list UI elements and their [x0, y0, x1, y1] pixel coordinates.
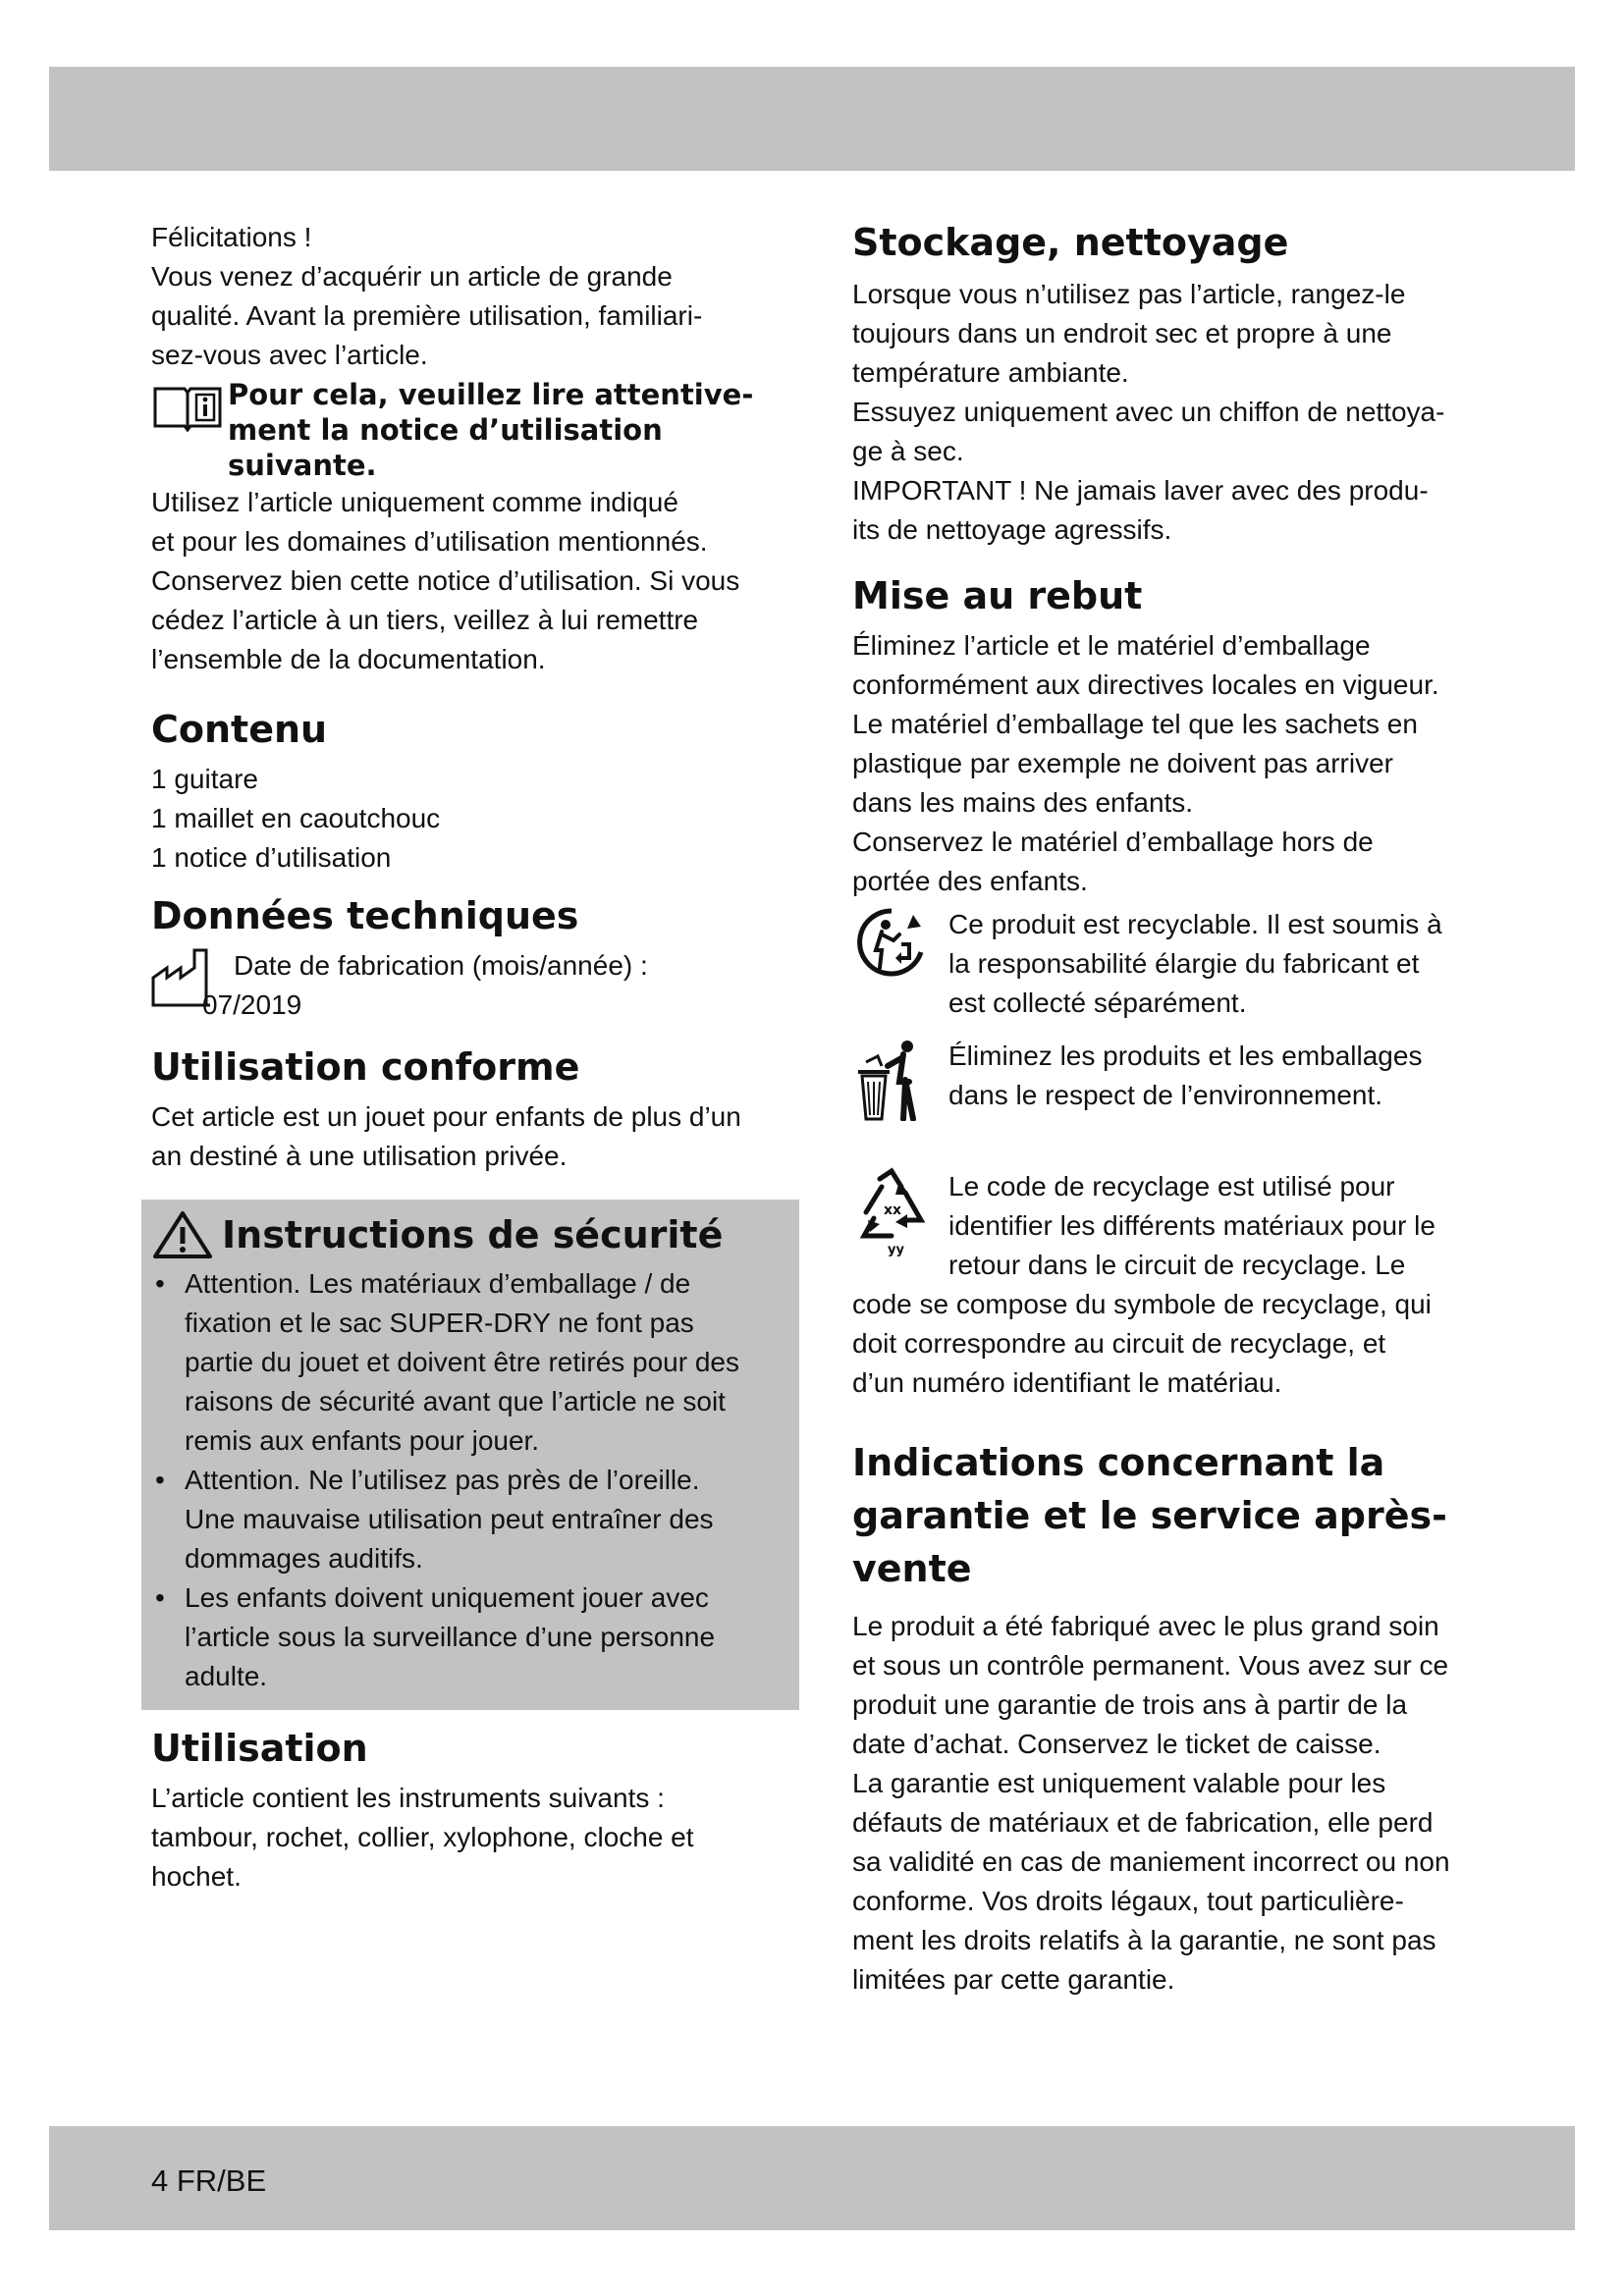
- intro-line: Vous venez d’acquérir un article de grande: [151, 261, 673, 292]
- garantie-line: date d’achat. Conservez le ticket de caisse.: [852, 1729, 1381, 1759]
- garantie-line: limitées par cette garantie.: [852, 1964, 1175, 1995]
- bullet-dot: •: [155, 1582, 165, 1613]
- stockage-line: température ambiante.: [852, 357, 1129, 388]
- safety-bullet: [151, 1264, 799, 1461]
- garantie-line: défauts de matériaux et de fabrication, elle perd: [852, 1807, 1434, 1838]
- safety-line: Les enfants doivent uniquement jouer avec: [185, 1582, 709, 1613]
- rebut-line: Conservez le matériel d’emballage hors de: [852, 827, 1374, 857]
- manufacturing-date-label: Date de fabrication (mois/année) :: [234, 950, 648, 981]
- bin-person-icon: [852, 1037, 948, 1126]
- safety-bullet: [151, 1578, 799, 1696]
- intro-section: [151, 218, 780, 679]
- safety-line: adulte.: [185, 1661, 268, 1691]
- rebut-heading: Mise au rebut: [852, 574, 1143, 617]
- stockage-line: toujours dans un endroit sec et propre à une: [852, 318, 1392, 348]
- code-line: retour dans le circuit de recyclage. Le: [948, 1250, 1406, 1280]
- recyclable-line: la responsabilité élargie du fabricant et: [948, 948, 1420, 979]
- utilisation-section: [151, 1724, 780, 1896]
- contenu-heading: Contenu: [151, 708, 328, 751]
- dispose-line: dans le respect de l’environnement.: [948, 1080, 1383, 1110]
- manual-info-icon: [151, 377, 228, 439]
- read-manual-notice: [151, 377, 780, 483]
- dispose-row: [852, 1037, 1481, 1126]
- utilisation-heading: Utilisation: [151, 1727, 368, 1770]
- donnees-section: [151, 891, 780, 1025]
- utilisation-conforme-heading: Utilisation conforme: [151, 1045, 580, 1089]
- rebut-line: portée des enfants.: [852, 866, 1088, 896]
- stockage-line: ge à sec.: [852, 436, 964, 466]
- safety-line: raisons de sécurité avant que l’article ne soit: [185, 1386, 726, 1416]
- bullet-dot: •: [155, 1268, 165, 1299]
- safety-title: Instructions de sécurité: [222, 1213, 724, 1256]
- intro-line: Conservez bien cette notice d’utilisation. Si vous: [151, 565, 740, 596]
- triman-icon: [852, 905, 948, 985]
- safety-line: Une mauvaise utilisation peut entraîner des: [185, 1504, 714, 1534]
- contenu-item: 1 notice d’utilisation: [151, 842, 392, 873]
- intro-line: cédez l’article à un tiers, veillez à lui remettre: [151, 605, 699, 635]
- rebut-line: Éliminez l’article et le matériel d’emballage: [852, 630, 1371, 661]
- contenu-item: 1 maillet en caoutchouc: [151, 803, 441, 833]
- garantie-line: produit une garantie de trois ans à partir de la: [852, 1689, 1408, 1720]
- notice-bold-line: Pour cela, veuillez lire attentive-: [228, 378, 754, 411]
- notice-bold-line: ment la notice d’utilisation suivante.: [228, 413, 663, 482]
- code-cont-line: code se compose du symbole de recyclage, qui: [852, 1289, 1432, 1319]
- recycle-code-label: xx: [884, 1202, 902, 1218]
- stockage-line: Lorsque vous n’utilisez pas l’article, rangez-le: [852, 279, 1406, 309]
- safety-line: Attention. Ne l’utilisez pas près de l’oreille.: [185, 1465, 700, 1495]
- safety-line: remis aux enfants pour jouer.: [185, 1425, 540, 1456]
- utilisation-conforme-line: Cet article est un jouet pour enfants de plus d’un: [151, 1101, 741, 1132]
- page-number: 4 FR/BE: [151, 2163, 267, 2198]
- utilisation-line: hochet.: [151, 1861, 242, 1892]
- code-line: identifier les différents matériaux pour le: [948, 1210, 1435, 1241]
- garantie-heading-line: garantie et le service après-: [852, 1494, 1447, 1537]
- garantie-section: [852, 1436, 1481, 2000]
- garantie-line: conforme. Vos droits légaux, tout particulière-: [852, 1886, 1404, 1916]
- garantie-line: sa validité en cas de maniement incorrect ou non: [852, 1846, 1450, 1877]
- stockage-line: Essuyez uniquement avec un chiffon de nettoya-: [852, 397, 1445, 427]
- recyclable-line: est collecté séparément.: [948, 988, 1247, 1018]
- intro-line: Utilisez l’article uniquement comme indiqué: [151, 487, 678, 517]
- garantie-heading-line: vente: [852, 1547, 972, 1590]
- safety-box: [141, 1200, 799, 1710]
- garantie-line: La garantie est uniquement valable pour les: [852, 1768, 1386, 1798]
- stockage-line: its de nettoyage agressifs.: [852, 514, 1172, 545]
- recycle-code-sub: yy: [888, 1243, 904, 1257]
- safety-line: l’article sous la surveillance d’une personne: [185, 1622, 716, 1652]
- intro-line: l’ensemble de la documentation.: [151, 644, 546, 674]
- rebut-section: [852, 571, 1481, 1403]
- safety-bullet: [151, 1461, 799, 1578]
- intro-line: sez-vous avec l’article.: [151, 340, 428, 370]
- right-column: [852, 218, 1481, 2000]
- contenu-item: 1 guitare: [151, 764, 258, 794]
- safety-line: fixation et le sac SUPER-DRY ne font pas: [185, 1308, 694, 1338]
- dispose-line: Éliminez les produits et les emballages: [948, 1041, 1423, 1071]
- header-bar: [49, 67, 1575, 171]
- rebut-line: dans les mains des enfants.: [852, 787, 1194, 818]
- intro-line: qualité. Avant la première utilisation, familiari-: [151, 300, 703, 331]
- safety-line: partie du jouet et doivent être retirés pour des: [185, 1347, 740, 1377]
- bullet-dot: •: [155, 1465, 165, 1495]
- intro-line: Félicitations !: [151, 222, 312, 252]
- manufacturing-date-row: [151, 946, 780, 1025]
- rebut-line: plastique par exemple ne doivent pas arriver: [852, 748, 1393, 778]
- code-cont-line: d’un numéro identifiant le matériau.: [852, 1367, 1282, 1398]
- donnees-heading: Données techniques: [151, 894, 579, 937]
- footer-bar: [49, 2126, 1575, 2230]
- utilisation-conforme-line: an destiné à une utilisation privée.: [151, 1141, 568, 1171]
- safety-heading: [151, 1209, 799, 1260]
- recyclable-line: Ce produit est recyclable. Il est soumis à: [948, 909, 1442, 939]
- garantie-line: Le produit a été fabriqué avec le plus grand soin: [852, 1611, 1439, 1641]
- left-column: [151, 218, 780, 1896]
- stockage-line: IMPORTANT ! Ne jamais laver avec des produ-: [852, 475, 1429, 506]
- garantie-heading-line: Indications concernant la: [852, 1441, 1385, 1484]
- recyclable-row: [852, 905, 1481, 1023]
- rebut-line: conformément aux directives locales en vigueur.: [852, 669, 1439, 700]
- rebut-line: Le matériel d’emballage tel que les sachets en: [852, 709, 1418, 739]
- stockage-heading: Stockage, nettoyage: [852, 221, 1289, 264]
- recycle-triangle-icon: [852, 1167, 948, 1262]
- recycle-code-row: [852, 1167, 1481, 1285]
- safety-line: Attention. Les matériaux d’emballage / de: [185, 1268, 691, 1299]
- garantie-line: ment les droits relatifs à la garantie, ne sont pas: [852, 1925, 1436, 1955]
- safety-line: dommages auditifs.: [185, 1543, 423, 1574]
- intro-line: et pour les domaines d’utilisation mentionnés.: [151, 526, 708, 557]
- contenu-section: [151, 705, 780, 878]
- code-line: Le code de recyclage est utilisé pour: [948, 1171, 1395, 1201]
- code-cont-line: doit correspondre au circuit de recyclage, et: [852, 1328, 1386, 1359]
- utilisation-line: tambour, rochet, collier, xylophone, cloche et: [151, 1822, 694, 1852]
- utilisation-line: L’article contient les instruments suivants :: [151, 1783, 665, 1813]
- manufacturing-date-value: 07/2019: [202, 989, 302, 1020]
- stockage-section: [852, 218, 1481, 550]
- utilisation-conforme-section: [151, 1042, 780, 1176]
- garantie-line: et sous un contrôle permanent. Vous avez sur ce: [852, 1650, 1449, 1681]
- warning-icon: [151, 1209, 220, 1260]
